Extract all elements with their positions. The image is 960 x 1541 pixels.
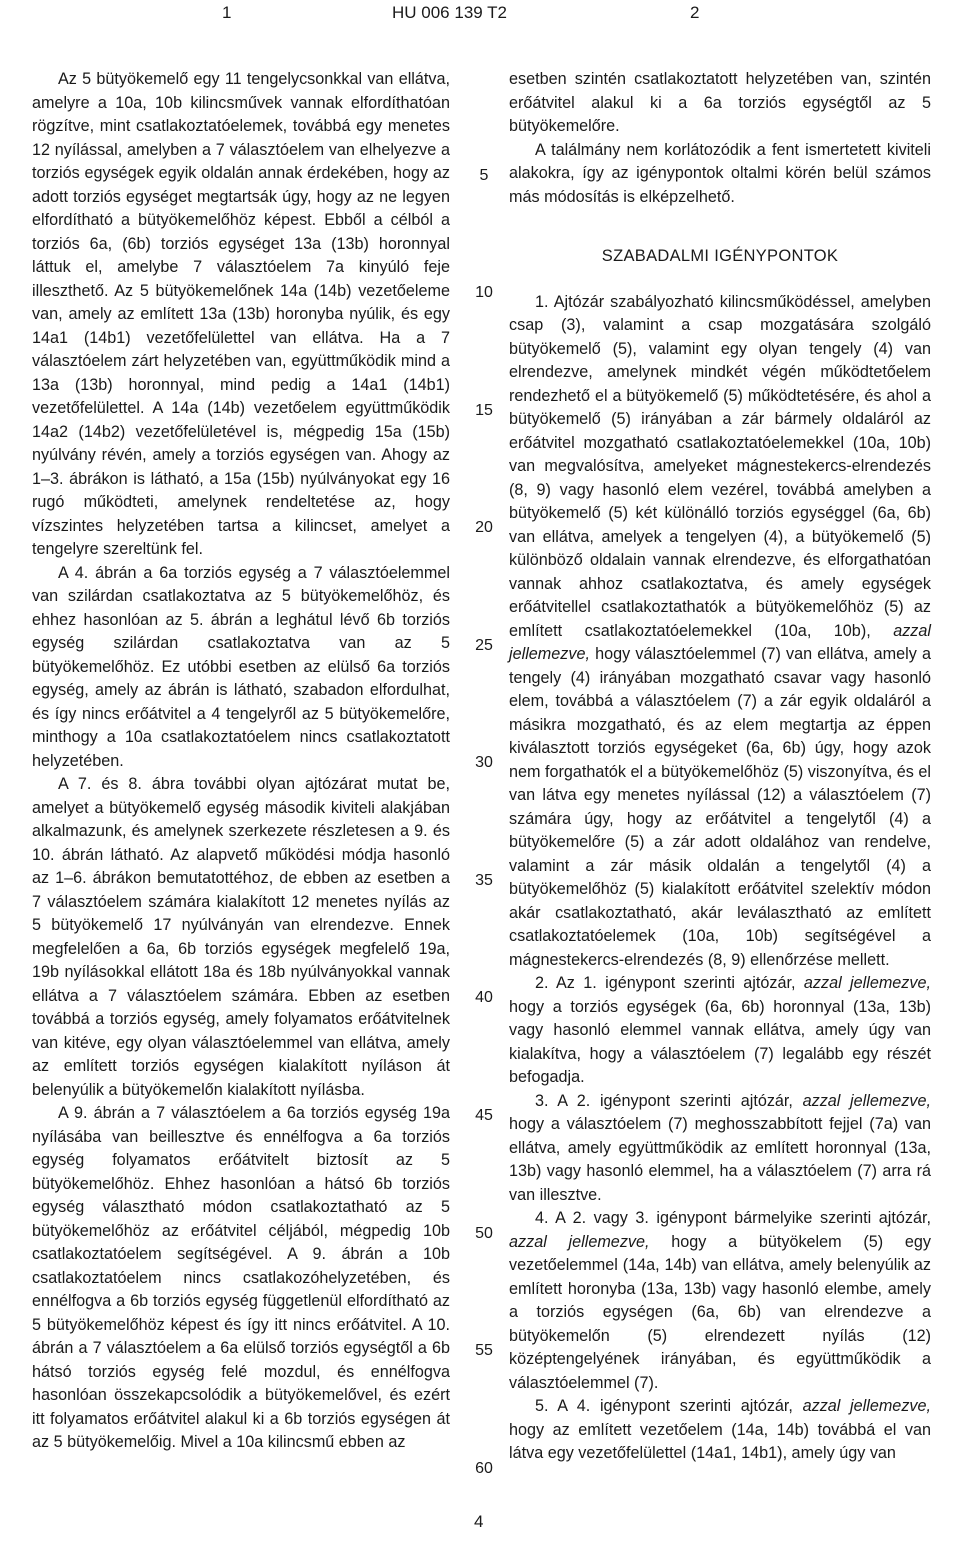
claim-3: 3. A 2. igénypont szerinti ajtózár, azzal jellemezve, hogy a választóelem (7) meghosszabbított fejjel (7a) van ellátva, amely együttműködik az említett horonnyal (13a, 13b) vagy hasonló elemmel, ha a választóelem (7) arra rá van illesztve.	[509, 1091, 932, 1204]
line-number: 55	[475, 1342, 493, 1359]
header-patent-number: HU 006 139 T2	[392, 3, 507, 22]
claim-4: 4. A 2. vagy 3. igénypont bármelyike szerinti ajtózár, azzal jellemezve, hogy a bütyökelem (5) egy vezetőelemmel (14a, 14b) van ellátva, amely belenyúlik az említett horonyba (13a, 13b) vagy hasonló elembe, amely a torziós egységen (6a, 6b) van elrendezve a bütyökemelőn (5) elrendezett nyílás (12) középtengelyének irányában, és együttműködik a választóelemmel (7).	[509, 1209, 932, 1392]
line-number: 50	[475, 1225, 493, 1242]
line-number: 5	[479, 167, 489, 184]
header-page-right: 2	[690, 3, 700, 22]
paragraph: A találmány nem korlátozódik a fent ismertetett kiviteli alakokra, így az igénypontok oltalmi körén belül számos más módosítás is elképzelhető.	[509, 140, 931, 206]
paragraph: esetben szintén csatlakoztatott helyzetében van, szintén erőátvitel alakul ki a 6a torziós egységtől az 5 bütyökemelőre.	[509, 70, 931, 135]
claim-1: 1. Ajtózár szabályozható kilincsműködéssel, amelyben csap (3), valamint a csap mozgatására szolgáló bütyökemelő (5), valamint egy olyan tengely (4) van elrendezve, amelynek mindkét végén működtetőelem rendezhető el a bütyökemelő (5) működtetésére, és ahol a bütyökemelő (5) irányában a zár bármely oldaláról az erőátvitel mozgatható csatlakoztatóelemekkel (10a, 10b) van megvalósítva, amelyeket mágnestekercs-elrendezés (8, 9) vagy hasonló elem vezérel, továbbá amelyben a bütyökemelő (5) két különálló torziós egységgel (6a, 6b) van ellátva, amelyek a tengelyen (4), a bütyökemelő (5) különböző oldalain vannak elrendezve, és elforgathatóan vannak ahhoz csatlakoztatva, és amely egységek erőátvitellel csatlakoztathatók a bütyökemelőhöz (5) az említett csatlakoztatóelemekkel (10a, 10b), azzal jellemezve, hogy választóelemmel (7) van ellátva, amely a tengely (4) irányában mozgatható csavar vagy hasonló elem, továbbá a választóelem (7) a zár egyik oldaláról a másikra mozgatható, és az elem megtartja az éppen kiválasztott torziós egységeket (6a, 6b) úgy, hogy azok nem forgathatók el a bütyökemelőhöz (5) viszonyítva, és el van látva egy menetes nyílással (12) a választóelem (7) számára úgy, hogy az erőátvitel a tengelytől (4) a bütyökemelőre (5) a zár adott oldalához van rendelve, valamint a zár másik oldalán a tengelytől (4) a bütyökemelőhöz (5) kialakított erőátvitel szelektív módon akár csatlakoztatható, akár leválasztható az említett csatlakoztatóelemek (10a, 10b) segítségével a mágnestekercs-elrendezés (8, 9) ellenőrzése mellett.	[509, 292, 932, 969]
paragraph: Az 5 bütyökemelő egy 11 tengelycsonkkal van ellátva, amelyre a 10a, 10b kilincsművek vannak elfordíthatóan rögzítve, mint csatlakoztatóelemek, továbbá egy menetes 12 nyílással, amelyben a 7 választóelem van elhelyezve a torziós egységek egyik oldalán annak érdekében, hogy az adott torziós egységet megtartsák úgy, hogy az ne legyen elfordítható a bütyökemelőhöz képest. Ebből a célból a torziós 6a, (6b) torziós egységet 13a (13b) horonnyal láttuk el, amelybe 7 választóelem 7a kinyúló feje illeszthető. Az 5 bütyökemelőnek 14a (14b) vezetőeleme van, amely az említett 13a (13b) horonyba nyúlik, és egy 14a1 (14b1) vezetőfelülettel van ellátva. Ha a 7 választóelem zárt helyzetében van, együttműködik mind a 13a (13b) horonnyal, mind pedig a 14a1 (14b1) vezetőfelülettel. A 14a (14b) vezetőelem együttműködik 14a2 (14b2) vezetőfelületével is, mégpedig 15a (15b) nyúlvány révén, amely a torziós egységen van. Ahogy az 1–3. ábrákon is látható, a 15a (15b) nyúlványokat egy 16 rugó működteti, amelynek rendeltetése az, hogy vízszintes helyzetében tartsa a kilincset, amelyet a tengelyre szereltünk fel.	[32, 70, 450, 558]
line-number: 30	[475, 754, 493, 771]
paragraph: A 7. és 8. ábra további olyan ajtózárat mutat be, amelyet a bütyökemelő egység második kiviteli alakjában alkalmazunk, és amelynek szerkezete részletesen a 9. és 10. ábrán látható. Az alapvető működési módja hasonló az 1–6. ábrákon bemutatottéhoz, de ebben az esetben a 7 választóelem számára kialakított 12 menetes nyílás az 5 bütyökemelő 17 nyúlványán van elrendezve. Ennek megfelelően a 6a, 6b torziós egységek megfelelő 19a, 19b nyílásokkal ellátott 18a és 18b nyúlványokkal vannak ellátva a 7 választóelem számára. Ebben az esetben továbbá a torziós egység, amely folyamatos erőátvitelnek van kitéve, egy olyan választóelemmel van ellátva, amely az említett torziós egységen kialakított nyíláson át belenyúlik a bütyökemelőn kialakított nyílásba.	[32, 775, 450, 1099]
header-page-left: 1	[222, 3, 232, 22]
left-column	[32, 68, 450, 1455]
line-number: 20	[475, 519, 493, 536]
claim-2: 2. Az 1. igénypont szerinti ajtózár, azzal jellemezve, hogy a torziós egységek (6a, 6b) horonnyal (13a, 13b) vagy hasonló elemmel vannak ellátva, amely úgy van kialakítva, hogy a választóelem (7) legalább egy részét befogadja.	[509, 974, 931, 1086]
line-number: 15	[475, 402, 493, 419]
line-number: 25	[475, 637, 493, 654]
line-number: 45	[475, 1107, 493, 1124]
paragraph: A 9. ábrán a 7 választóelem a 6a torziós egység 19a nyílásába van beillesztve és ennélfogva a 6a torziós egység folyamatos erőátvitelt biztosít az 5 bütyökemelőhöz. Ehhez hasonlóan a hátsó 6b torziós egység választható módon csatlakoztatható az 5 bütyökemelőhöz az erőátvitel céljából, mégpedig 10b csatlakoztatóelem segítségével. A 9. ábrán a 10b csatlakoztatóelem nincs csatlakozóhelyzetében, és ennélfogva a 6b torziós egység függetlenül elfordítható az 5 bütyökemelőhöz képest és így itt nincs erőátvitel. A 10. ábrán a 7 választóelem a 6a elülső torziós egységtől a 6b hátsó torziós egység felé mozdul, és ennélfogva hasonlóan összekapcsolódik a bütyökemelővel, és ezért itt folyamatos erőátvitel alakul ki a 6b torziós egységen át az 5 bütyökemelőig. Mivel a 10a kilincsmű ebben az	[32, 1104, 450, 1451]
line-number: 60	[475, 1460, 493, 1477]
paragraph: A 4. ábrán a 6a torziós egység a 7 választóelemmel van szilárdan csatlakoztatva az 5 bütyökemelőhöz, és ehhez hasonlóan az 5. ábrán a leghátul lévő 6b torziós egység szilárdan csatlakoztatva van az 5 bütyökemelőhöz. Ez utóbbi esetben az elülső 6a torziós egység, amely az ábrán is látható, szabadon elfordulhat, és így nincs erőátvitel a 4 tengelyről az 5 bütyökemelőre, minthogy a 10a csatlakoztatóelem nincs csatlakoztatott helyzetében.	[32, 563, 450, 770]
claim-5: 5. A 4. igénypont szerinti ajtózár, azzal jellemezve, hogy az említett vezetőelem (14a, 14b) továbbá el van látva egy vezetőfelülettel (14a1, 14b1), amely úgy van	[509, 1397, 932, 1462]
claims-heading: SZABADALMI IGÉNYPONTOK	[601, 247, 839, 265]
line-number: 40	[475, 989, 493, 1006]
right-column	[509, 68, 931, 1466]
line-number: 35	[475, 872, 493, 889]
line-number: 10	[475, 284, 493, 301]
footer-page-number: 4	[474, 1512, 484, 1531]
